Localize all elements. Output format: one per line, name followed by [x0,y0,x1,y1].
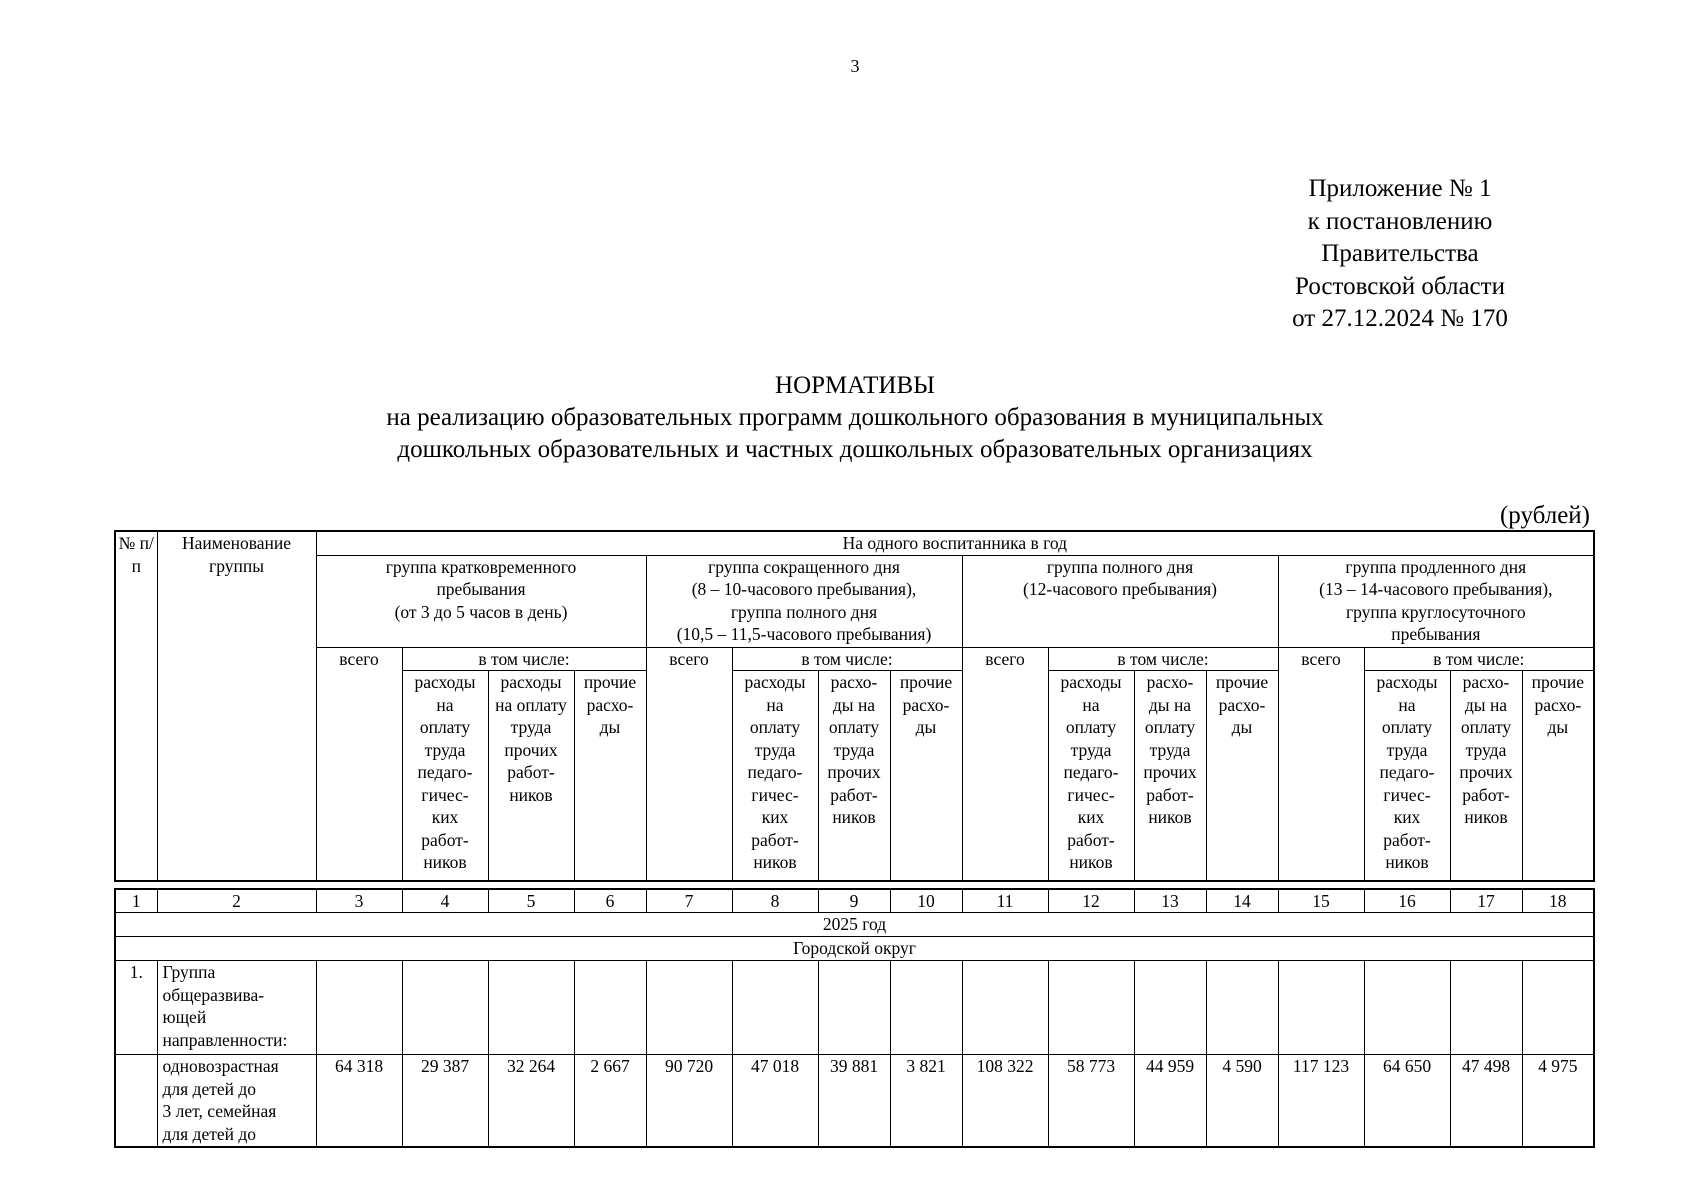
column-numbers-row [115,889,1594,913]
table-row [115,961,1594,1055]
cell-value: 3 821 [890,1055,962,1147]
column-number: 2 [157,889,316,913]
column-number: 18 [1522,889,1594,913]
units-label: (рублей) [1499,502,1590,529]
row-group-name: Группа общеразвива- ющей направленности: [157,961,316,1055]
appendix-block [1250,173,1550,336]
title-subtitle-line: на реализацию образовательных программ дошкольного образования в муниципальных [386,404,1324,431]
header-other-staff-wages: расхо- ды на оплату труда прочих работ- ников [818,671,890,881]
header-including: в том числе: [1364,647,1594,671]
header-other-staff-wages: расхо- ды на оплату труда прочих работ- ников [1134,671,1206,881]
header-group-name: Наименование группы [157,531,316,881]
column-number: 17 [1450,889,1522,913]
column-number: 5 [488,889,574,913]
header-other-expenses: прочие расхо- ды [890,671,962,881]
cell-value: 4 975 [1522,1055,1594,1147]
column-number: 12 [1048,889,1134,913]
header-full-day-group: группа полного дня (12-часового пребывания) [962,555,1278,647]
page-number: 3 [850,56,860,76]
header-teacher-wages: расходы на оплату труда педаго- гичес- ких работ- ников [1364,671,1450,881]
header-including: в том числе: [402,647,646,671]
cell-value: 64 318 [316,1055,402,1147]
cell-value: 47 018 [732,1055,818,1147]
appendix-line: Приложение № 1 [1308,175,1492,202]
cell-value: 117 123 [1278,1055,1364,1147]
column-number: 3 [316,889,402,913]
district-row: Городской округ [115,937,1594,961]
header-including: в том числе: [1048,647,1278,671]
header-other-staff-wages: расходы на оплату труда прочих работ- ников [488,671,574,881]
header-short-stay-group: группа кратковременного пребывания (от 3 до 5 часов в день) [316,555,646,647]
header-other-staff-wages: расхо- ды на оплату труда прочих работ- ников [1450,671,1522,881]
column-number: 7 [646,889,732,913]
cell-value: 47 498 [1450,1055,1522,1147]
header-teacher-wages: расходы на оплату труда педаго- гичес- ких работ- ников [402,671,488,881]
header-total: всего [1278,647,1364,881]
cell-value: 39 881 [818,1055,890,1147]
header-per-pupil: На одного воспитанника в год [316,531,1594,555]
year-row: 2025 год [115,913,1594,937]
column-number: 16 [1364,889,1450,913]
title-subtitle-line: дошкольных образовательных и частных дошкольных образовательных организациях [397,436,1313,463]
cell-value: 64 650 [1364,1055,1450,1147]
header-reduced-day-group: группа сокращенного дня (8 – 10-часового пребывания), группа полного дня (10,5 – 11,5-часового пребывания) [646,555,962,647]
column-number: 8 [732,889,818,913]
cell-value: 44 959 [1134,1055,1206,1147]
column-number: 10 [890,889,962,913]
cell-value: 58 773 [1048,1055,1134,1147]
norms-table-body [114,888,1595,1148]
cell-value: 4 590 [1206,1055,1278,1147]
appendix-line: Ростовской области [1295,272,1505,300]
header-teacher-wages: расходы на оплату труда педаго- гичес- ких работ- ников [1048,671,1134,881]
column-number: 15 [1278,889,1364,913]
row-group-name: одновозрастная для детей до 3 лет, семейная для детей до [157,1055,316,1147]
cell-value: 2 667 [574,1055,646,1147]
header-number: № п/п [115,531,157,881]
header-total: всего [646,647,732,881]
column-number: 9 [818,889,890,913]
table-row [115,1055,1594,1147]
column-number: 13 [1134,889,1206,913]
row-number [115,1055,157,1147]
cell-value: 108 322 [962,1055,1048,1147]
appendix-line: от 27.12.2024 № 170 [1292,305,1508,332]
column-number: 1 [115,889,157,913]
header-extended-day-group: группа продленного дня (13 – 14-часового пребывания), группа круглосуточного пребывания [1278,555,1594,647]
header-including: в том числе: [732,647,962,671]
column-number: 6 [574,889,646,913]
document-title [220,370,1490,466]
header-total: всего [316,647,402,881]
cell-value: 90 720 [646,1055,732,1147]
cell-value: 29 387 [402,1055,488,1147]
column-number: 4 [402,889,488,913]
appendix-line: к постановлению [1307,207,1493,235]
header-teacher-wages: расходы на оплату труда педаго- гичес- ких работ- ников [732,671,818,881]
norms-table-header [114,530,1595,882]
header-total: всего [962,647,1048,881]
header-other-expenses: прочие расхо- ды [574,671,646,881]
cell-value: 32 264 [488,1055,574,1147]
header-other-expenses: прочие расхо- ды [1206,671,1278,881]
column-number: 11 [962,889,1048,913]
header-other-expenses: прочие расхо- ды [1522,671,1594,881]
title-heading: НОРМАТИВЫ [775,372,935,399]
column-number: 14 [1206,889,1278,913]
appendix-line: Правительства [1321,240,1479,267]
row-number: 1. [115,961,157,1055]
